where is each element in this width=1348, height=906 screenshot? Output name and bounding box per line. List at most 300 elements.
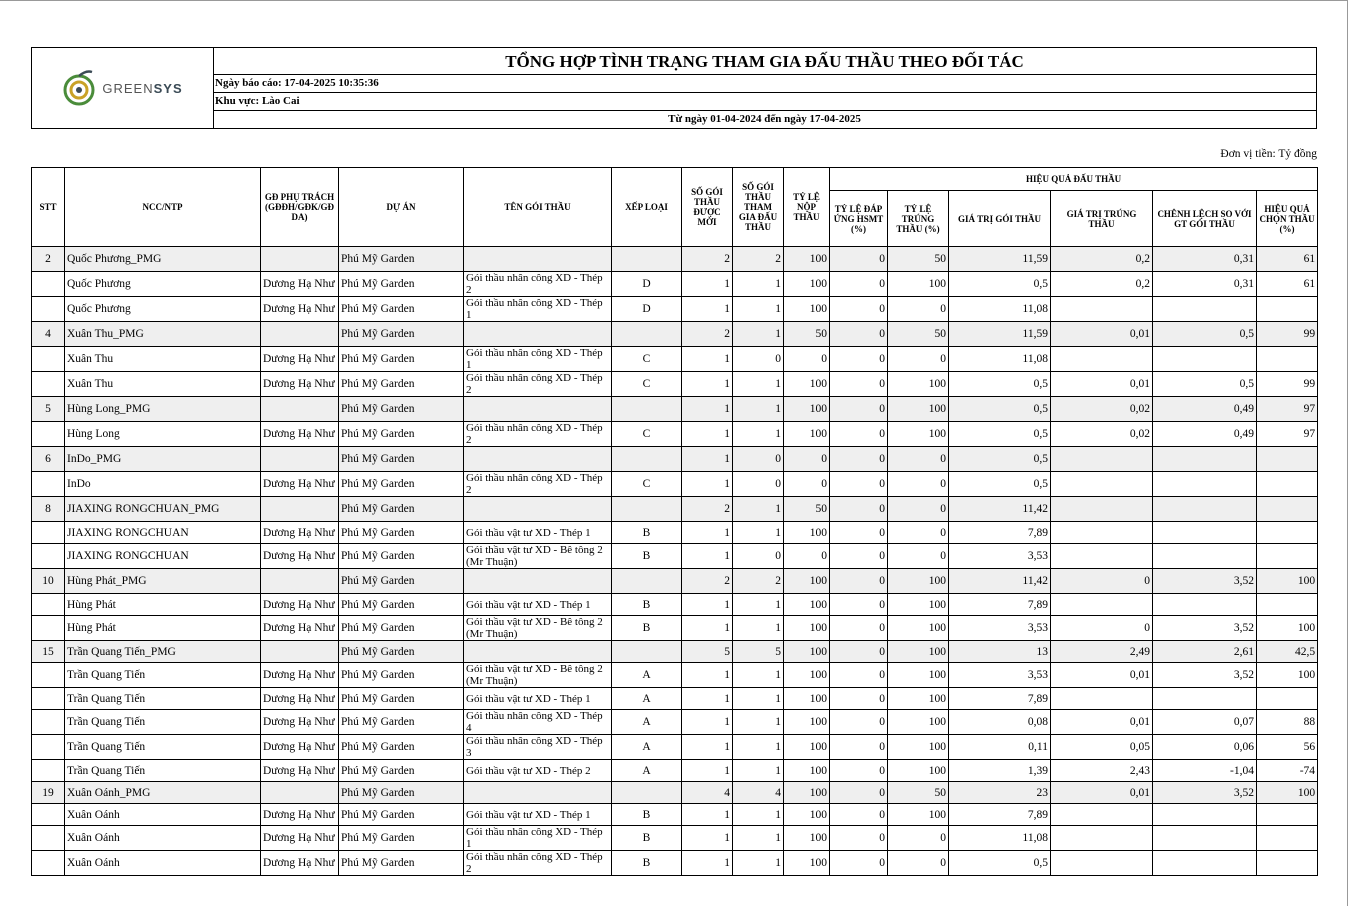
cell-ty-le-trung: 0	[888, 522, 949, 544]
cell-goi-thau: Gói thầu nhân công XD - Thép 1	[464, 826, 612, 851]
cell-gia-tri-trung	[1051, 297, 1153, 322]
bidding-table	[31, 167, 1318, 876]
cell-stt: 8	[32, 497, 65, 522]
cell-du-an: Phú Mỹ Garden	[339, 735, 464, 760]
cell-so-goi-tham-gia: 1	[733, 322, 784, 347]
cell-ty-le-dap-ung: 0	[830, 641, 888, 663]
cell-xep-loai: B	[612, 594, 682, 616]
cell-gd	[261, 397, 339, 422]
cell-goi-thau: Gói thầu vật tư XD - Thép 2	[464, 760, 612, 782]
cell-goi-thau	[464, 782, 612, 804]
cell-goi-thau: Gói thầu vật tư XD - Thép 1	[464, 804, 612, 826]
cell-so-goi-moi: 1	[682, 760, 733, 782]
cell-xep-loai: A	[612, 710, 682, 735]
cell-du-an: Phú Mỹ Garden	[339, 851, 464, 876]
cell-stt	[32, 826, 65, 851]
cell-chenh-lech: 0,31	[1153, 247, 1257, 272]
cell-xep-loai: C	[612, 472, 682, 497]
cell-xep-loai	[612, 569, 682, 594]
cell-ty-le-dap-ung: 0	[830, 616, 888, 641]
cell-ty-le-dap-ung: 0	[830, 397, 888, 422]
cell-chenh-lech: 3,52	[1153, 569, 1257, 594]
report-header	[31, 47, 1317, 129]
logo	[62, 68, 182, 108]
cell-chenh-lech	[1153, 688, 1257, 710]
cell-xep-loai: B	[612, 804, 682, 826]
cell-ty-le-nop: 100	[784, 641, 830, 663]
cell-chenh-lech	[1153, 497, 1257, 522]
cell-hieu-qua-chon	[1257, 544, 1318, 569]
cell-xep-loai	[612, 322, 682, 347]
cell-ty-le-nop: 100	[784, 569, 830, 594]
cell-ty-le-dap-ung: 0	[830, 272, 888, 297]
cell-so-goi-moi: 1	[682, 710, 733, 735]
cell-chenh-lech	[1153, 594, 1257, 616]
partner-summary-row	[32, 641, 1318, 663]
cell-so-goi-tham-gia: 1	[733, 372, 784, 397]
col-so-goi-tham-gia: SỐ GÓI THẦU THAM GIA ĐẤU THẦU	[733, 168, 784, 247]
cell-ty-le-dap-ung: 0	[830, 804, 888, 826]
package-row	[32, 616, 1318, 641]
cell-gd: Dương Hạ Như	[261, 616, 339, 641]
cell-gia-tri-trung	[1051, 447, 1153, 472]
cell-gia-tri-goi: 0,11	[949, 735, 1051, 760]
cell-ty-le-nop: 100	[784, 522, 830, 544]
cell-gia-tri-goi: 0,5	[949, 851, 1051, 876]
col-chenh-lech: CHÊNH LỆCH SO VỚI GT GÓI THẦU	[1153, 191, 1257, 247]
cell-gia-tri-goi: 0,5	[949, 422, 1051, 447]
cell-ty-le-trung: 100	[888, 397, 949, 422]
col-goi-thau: TÊN GÓI THẦU	[464, 168, 612, 247]
cell-gia-tri-goi: 11,08	[949, 826, 1051, 851]
cell-hieu-qua-chon: 61	[1257, 247, 1318, 272]
cell-hieu-qua-chon	[1257, 472, 1318, 497]
col-xep-loai: XẾP LOẠI	[612, 168, 682, 247]
cell-ty-le-nop: 0	[784, 447, 830, 472]
cell-ncc: Trần Quang Tiến	[65, 663, 261, 688]
cell-ncc: Xuân Thu	[65, 347, 261, 372]
cell-so-goi-moi: 1	[682, 472, 733, 497]
cell-gia-tri-trung	[1051, 826, 1153, 851]
cell-ty-le-dap-ung: 0	[830, 594, 888, 616]
col-ty-le-dap-ung: TỶ LỆ ĐÁP ỨNG HSMT (%)	[830, 191, 888, 247]
cell-stt	[32, 372, 65, 397]
cell-xep-loai	[612, 497, 682, 522]
cell-ncc: InDo_PMG	[65, 447, 261, 472]
cell-ncc: Xuân Oánh	[65, 851, 261, 876]
cell-ty-le-trung: 100	[888, 272, 949, 297]
cell-stt	[32, 735, 65, 760]
cell-gia-tri-trung: 0,05	[1051, 735, 1153, 760]
cell-stt	[32, 663, 65, 688]
cell-ncc: Xuân Oánh	[65, 804, 261, 826]
cell-gia-tri-trung: 0,2	[1051, 272, 1153, 297]
cell-stt	[32, 710, 65, 735]
cell-goi-thau: Gói thầu nhân công XD - Thép 2	[464, 472, 612, 497]
cell-du-an: Phú Mỹ Garden	[339, 397, 464, 422]
cell-goi-thau: Gói thầu nhân công XD - Thép 2	[464, 372, 612, 397]
cell-ty-le-dap-ung: 0	[830, 569, 888, 594]
cell-ty-le-nop: 100	[784, 372, 830, 397]
cell-so-goi-tham-gia: 1	[733, 397, 784, 422]
cell-gia-tri-trung: 0,02	[1051, 397, 1153, 422]
cell-gia-tri-trung: 2,43	[1051, 760, 1153, 782]
cell-gia-tri-goi: 3,53	[949, 663, 1051, 688]
package-row	[32, 347, 1318, 372]
cell-stt	[32, 804, 65, 826]
cell-gia-tri-goi: 1,39	[949, 760, 1051, 782]
cell-goi-thau: Gói thầu vật tư XD - Bê tông 2 (Mr Thuận)	[464, 544, 612, 569]
cell-so-goi-tham-gia: 4	[733, 782, 784, 804]
cell-ncc: Hùng Long_PMG	[65, 397, 261, 422]
cell-du-an: Phú Mỹ Garden	[339, 447, 464, 472]
cell-gd: Dương Hạ Như	[261, 594, 339, 616]
cell-goi-thau: Gói thầu nhân công XD - Thép 1	[464, 297, 612, 322]
cell-ty-le-dap-ung: 0	[830, 347, 888, 372]
cell-du-an: Phú Mỹ Garden	[339, 322, 464, 347]
cell-goi-thau	[464, 497, 612, 522]
cell-gd	[261, 322, 339, 347]
cell-xep-loai	[612, 782, 682, 804]
cell-chenh-lech: 3,52	[1153, 782, 1257, 804]
cell-xep-loai: A	[612, 663, 682, 688]
cell-du-an: Phú Mỹ Garden	[339, 760, 464, 782]
package-row	[32, 663, 1318, 688]
cell-ty-le-trung: 100	[888, 594, 949, 616]
cell-gia-tri-trung	[1051, 522, 1153, 544]
cell-ty-le-dap-ung: 0	[830, 472, 888, 497]
cell-gd: Dương Hạ Như	[261, 663, 339, 688]
cell-goi-thau: Gói thầu nhân công XD - Thép 1	[464, 347, 612, 372]
col-gd: GĐ PHỤ TRÁCH (GĐĐH/GĐK/GĐ DA)	[261, 168, 339, 247]
cell-so-goi-tham-gia: 0	[733, 544, 784, 569]
package-row	[32, 688, 1318, 710]
cell-gia-tri-goi: 7,89	[949, 804, 1051, 826]
cell-du-an: Phú Mỹ Garden	[339, 472, 464, 497]
cell-gia-tri-goi: 0,5	[949, 472, 1051, 497]
cell-ty-le-nop: 0	[784, 347, 830, 372]
cell-ty-le-trung: 0	[888, 347, 949, 372]
cell-stt: 15	[32, 641, 65, 663]
cell-so-goi-tham-gia: 1	[733, 710, 784, 735]
cell-xep-loai: B	[612, 522, 682, 544]
cell-gia-tri-trung: 0,01	[1051, 782, 1153, 804]
cell-ty-le-trung: 100	[888, 422, 949, 447]
cell-ty-le-nop: 100	[784, 782, 830, 804]
cell-xep-loai	[612, 641, 682, 663]
cell-chenh-lech: 0,49	[1153, 422, 1257, 447]
cell-xep-loai: A	[612, 688, 682, 710]
report-period: Từ ngày 01-04-2024 đến ngày 17-04-2025	[668, 113, 861, 125]
cell-chenh-lech	[1153, 522, 1257, 544]
cell-gia-tri-goi: 11,42	[949, 569, 1051, 594]
cell-stt: 2	[32, 247, 65, 272]
cell-hieu-qua-chon: 100	[1257, 616, 1318, 641]
cell-du-an: Phú Mỹ Garden	[339, 616, 464, 641]
cell-du-an: Phú Mỹ Garden	[339, 710, 464, 735]
cell-gd	[261, 247, 339, 272]
cell-so-goi-tham-gia: 2	[733, 569, 784, 594]
package-row	[32, 760, 1318, 782]
cell-so-goi-moi: 1	[682, 347, 733, 372]
cell-hieu-qua-chon	[1257, 688, 1318, 710]
cell-ty-le-dap-ung: 0	[830, 544, 888, 569]
cell-xep-loai: A	[612, 760, 682, 782]
cell-hieu-qua-chon	[1257, 804, 1318, 826]
col-hieu-qua-chon: HIỆU QUẢ CHỌN THẦU (%)	[1257, 191, 1318, 247]
cell-gd: Dương Hạ Như	[261, 472, 339, 497]
cell-stt	[32, 760, 65, 782]
cell-so-goi-moi: 1	[682, 616, 733, 641]
cell-ty-le-nop: 100	[784, 804, 830, 826]
cell-du-an: Phú Mỹ Garden	[339, 347, 464, 372]
cell-gd: Dương Hạ Như	[261, 372, 339, 397]
cell-chenh-lech: 3,52	[1153, 616, 1257, 641]
cell-chenh-lech	[1153, 297, 1257, 322]
report-date: Ngày báo cáo: 17-04-2025 10:35:36	[213, 75, 1316, 93]
cell-chenh-lech	[1153, 472, 1257, 497]
cell-gia-tri-goi: 7,89	[949, 594, 1051, 616]
cell-so-goi-moi: 2	[682, 497, 733, 522]
cell-ty-le-trung: 50	[888, 782, 949, 804]
package-row	[32, 422, 1318, 447]
cell-goi-thau	[464, 322, 612, 347]
cell-gia-tri-trung: 0,01	[1051, 322, 1153, 347]
cell-so-goi-tham-gia: 2	[733, 247, 784, 272]
cell-gia-tri-goi: 7,89	[949, 522, 1051, 544]
cell-du-an: Phú Mỹ Garden	[339, 804, 464, 826]
cell-chenh-lech: 2,61	[1153, 641, 1257, 663]
package-row	[32, 735, 1318, 760]
cell-so-goi-moi: 1	[682, 272, 733, 297]
cell-gia-tri-trung	[1051, 688, 1153, 710]
cell-hieu-qua-chon: 99	[1257, 322, 1318, 347]
cell-gd: Dương Hạ Như	[261, 826, 339, 851]
cell-gia-tri-goi: 3,53	[949, 616, 1051, 641]
cell-hieu-qua-chon: 100	[1257, 663, 1318, 688]
partner-summary-row	[32, 497, 1318, 522]
cell-ty-le-trung: 0	[888, 472, 949, 497]
cell-stt	[32, 272, 65, 297]
cell-so-goi-tham-gia: 1	[733, 497, 784, 522]
cell-gd: Dương Hạ Như	[261, 735, 339, 760]
cell-chenh-lech: 3,52	[1153, 663, 1257, 688]
cell-gia-tri-goi: 0,08	[949, 710, 1051, 735]
col-so-goi-moi: SỐ GÓI THẦU ĐƯỢC MỜI	[682, 168, 733, 247]
package-row	[32, 522, 1318, 544]
cell-gia-tri-goi: 11,42	[949, 497, 1051, 522]
cell-goi-thau: Gói thầu vật tư XD - Bê tông 2 (Mr Thuận)	[464, 616, 612, 641]
cell-ncc: Quốc Phương	[65, 297, 261, 322]
cell-ty-le-dap-ung: 0	[830, 851, 888, 876]
cell-gia-tri-goi: 11,08	[949, 347, 1051, 372]
cell-so-goi-moi: 1	[682, 804, 733, 826]
cell-xep-loai: C	[612, 372, 682, 397]
cell-stt	[32, 544, 65, 569]
cell-ncc: Hùng Phát	[65, 594, 261, 616]
cell-stt: 5	[32, 397, 65, 422]
cell-so-goi-tham-gia: 0	[733, 347, 784, 372]
cell-so-goi-moi: 1	[682, 594, 733, 616]
cell-du-an: Phú Mỹ Garden	[339, 372, 464, 397]
cell-hieu-qua-chon: 97	[1257, 397, 1318, 422]
cell-xep-loai	[612, 247, 682, 272]
cell-ncc: Hùng Phát_PMG	[65, 569, 261, 594]
cell-so-goi-tham-gia: 1	[733, 735, 784, 760]
cell-gd	[261, 497, 339, 522]
cell-gia-tri-goi: 11,59	[949, 247, 1051, 272]
cell-ty-le-nop: 100	[784, 688, 830, 710]
package-row	[32, 710, 1318, 735]
cell-gia-tri-trung	[1051, 347, 1153, 372]
cell-du-an: Phú Mỹ Garden	[339, 272, 464, 297]
cell-stt	[32, 422, 65, 447]
col-du-an: DỰ ÁN	[339, 168, 464, 247]
col-gia-tri-trung: GIÁ TRỊ TRÚNG THẦU	[1051, 191, 1153, 247]
package-row	[32, 372, 1318, 397]
cell-stt: 10	[32, 569, 65, 594]
cell-so-goi-tham-gia: 1	[733, 851, 784, 876]
cell-ncc: Quốc Phương_PMG	[65, 247, 261, 272]
cell-so-goi-tham-gia: 1	[733, 760, 784, 782]
cell-ty-le-nop: 0	[784, 472, 830, 497]
cell-xep-loai: D	[612, 272, 682, 297]
cell-xep-loai: C	[612, 422, 682, 447]
cell-so-goi-moi: 2	[682, 247, 733, 272]
cell-gd: Dương Hạ Như	[261, 804, 339, 826]
cell-goi-thau: Gói thầu nhân công XD - Thép 3	[464, 735, 612, 760]
cell-gd	[261, 782, 339, 804]
page-edge-top	[0, 0, 1348, 1]
package-row	[32, 804, 1318, 826]
cell-ty-le-trung: 100	[888, 804, 949, 826]
cell-ncc: Hùng Phát	[65, 616, 261, 641]
cell-so-goi-moi: 1	[682, 397, 733, 422]
cell-chenh-lech	[1153, 804, 1257, 826]
cell-ty-le-dap-ung: 0	[830, 782, 888, 804]
cell-so-goi-tham-gia: 1	[733, 522, 784, 544]
cell-ty-le-trung: 100	[888, 760, 949, 782]
cell-ty-le-dap-ung: 0	[830, 372, 888, 397]
cell-hieu-qua-chon	[1257, 497, 1318, 522]
cell-gd: Dương Hạ Như	[261, 760, 339, 782]
cell-so-goi-moi: 2	[682, 322, 733, 347]
cell-ty-le-dap-ung: 0	[830, 297, 888, 322]
cell-gia-tri-trung: 0	[1051, 616, 1153, 641]
cell-xep-loai: B	[612, 616, 682, 641]
cell-so-goi-moi: 1	[682, 544, 733, 569]
cell-ty-le-trung: 100	[888, 569, 949, 594]
cell-stt: 19	[32, 782, 65, 804]
cell-du-an: Phú Mỹ Garden	[339, 641, 464, 663]
col-stt: STT	[32, 168, 65, 247]
cell-gd: Dương Hạ Như	[261, 544, 339, 569]
cell-ty-le-nop: 100	[784, 826, 830, 851]
cell-du-an: Phú Mỹ Garden	[339, 497, 464, 522]
cell-ty-le-nop: 100	[784, 663, 830, 688]
col-gia-tri-goi: GIÁ TRỊ GÓI THẦU	[949, 191, 1051, 247]
cell-so-goi-moi: 1	[682, 688, 733, 710]
cell-stt	[32, 851, 65, 876]
cell-hieu-qua-chon	[1257, 297, 1318, 322]
cell-gia-tri-trung: 0,02	[1051, 422, 1153, 447]
cell-ncc: Trần Quang Tiến	[65, 760, 261, 782]
cell-so-goi-tham-gia: 1	[733, 663, 784, 688]
cell-ty-le-nop: 100	[784, 851, 830, 876]
cell-hieu-qua-chon: 97	[1257, 422, 1318, 447]
cell-du-an: Phú Mỹ Garden	[339, 594, 464, 616]
cell-ty-le-trung: 0	[888, 851, 949, 876]
cell-ty-le-nop: 100	[784, 760, 830, 782]
cell-stt	[32, 472, 65, 497]
cell-ty-le-trung: 100	[888, 688, 949, 710]
cell-so-goi-tham-gia: 1	[733, 688, 784, 710]
cell-gia-tri-trung: 0,01	[1051, 663, 1153, 688]
cell-ty-le-dap-ung: 0	[830, 522, 888, 544]
cell-so-goi-moi: 1	[682, 735, 733, 760]
cell-goi-thau	[464, 397, 612, 422]
cell-ncc: JIAXING RONGCHUAN_PMG	[65, 497, 261, 522]
cell-goi-thau: Gói thầu vật tư XD - Thép 1	[464, 594, 612, 616]
cell-chenh-lech	[1153, 447, 1257, 472]
cell-so-goi-tham-gia: 5	[733, 641, 784, 663]
cell-gia-tri-trung: 0,01	[1051, 372, 1153, 397]
cell-ty-le-dap-ung: 0	[830, 688, 888, 710]
cell-hieu-qua-chon	[1257, 826, 1318, 851]
cell-so-goi-tham-gia: 1	[733, 594, 784, 616]
cell-gia-tri-trung: 0,01	[1051, 710, 1153, 735]
cell-hieu-qua-chon: -74	[1257, 760, 1318, 782]
cell-so-goi-moi: 1	[682, 422, 733, 447]
cell-du-an: Phú Mỹ Garden	[339, 569, 464, 594]
cell-gia-tri-goi: 0,5	[949, 397, 1051, 422]
cell-ty-le-nop: 100	[784, 735, 830, 760]
cell-so-goi-moi: 5	[682, 641, 733, 663]
cell-stt	[32, 594, 65, 616]
package-row	[32, 272, 1318, 297]
cell-stt	[32, 347, 65, 372]
cell-gia-tri-trung: 2,49	[1051, 641, 1153, 663]
cell-ty-le-nop: 0	[784, 544, 830, 569]
report-title: TỔNG HỢP TÌNH TRẠNG THAM GIA ĐẤU THẦU THEO ĐỐI TÁC	[213, 48, 1316, 75]
cell-ty-le-trung: 50	[888, 247, 949, 272]
cell-goi-thau	[464, 641, 612, 663]
cell-hieu-qua-chon	[1257, 851, 1318, 876]
cell-ty-le-trung: 100	[888, 710, 949, 735]
cell-so-goi-moi: 1	[682, 297, 733, 322]
cell-gia-tri-trung	[1051, 544, 1153, 569]
cell-so-goi-tham-gia: 0	[733, 472, 784, 497]
cell-so-goi-moi: 1	[682, 372, 733, 397]
cell-ty-le-trung: 100	[888, 641, 949, 663]
cell-ty-le-trung: 100	[888, 663, 949, 688]
package-row	[32, 826, 1318, 851]
cell-chenh-lech: 0,31	[1153, 272, 1257, 297]
cell-chenh-lech: -1,04	[1153, 760, 1257, 782]
cell-gia-tri-trung: 0,2	[1051, 247, 1153, 272]
cell-gd: Dương Hạ Như	[261, 522, 339, 544]
cell-xep-loai: C	[612, 347, 682, 372]
cell-hieu-qua-chon: 42,5	[1257, 641, 1318, 663]
cell-ncc: JIAXING RONGCHUAN	[65, 522, 261, 544]
cell-gia-tri-goi: 23	[949, 782, 1051, 804]
cell-ty-le-dap-ung: 0	[830, 760, 888, 782]
cell-xep-loai: B	[612, 826, 682, 851]
cell-ty-le-dap-ung: 0	[830, 826, 888, 851]
cell-xep-loai: D	[612, 297, 682, 322]
cell-ty-le-nop: 100	[784, 297, 830, 322]
cell-ty-le-dap-ung: 0	[830, 710, 888, 735]
